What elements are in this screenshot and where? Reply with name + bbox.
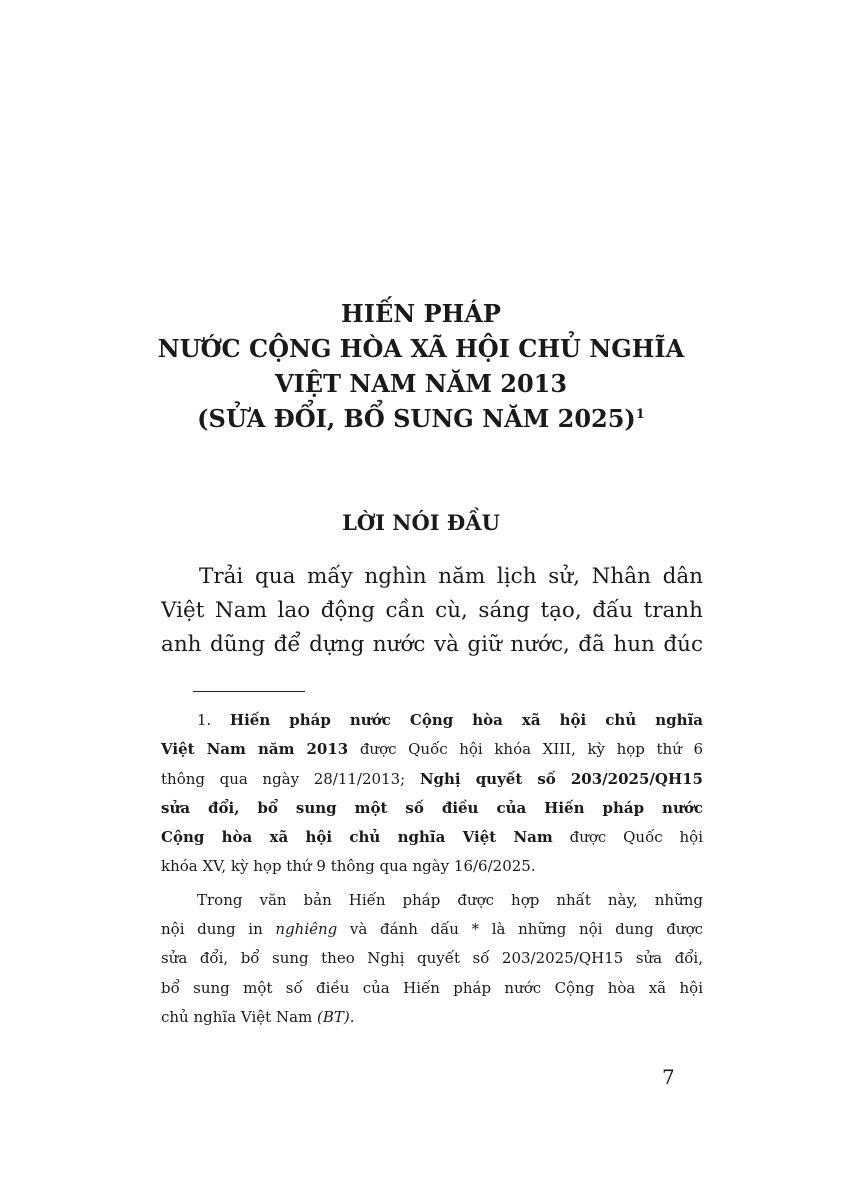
document-title	[0, 296, 842, 436]
body-paragraph	[161, 560, 703, 662]
footnote-bold: sửa đổi, bổ sung một số điều của Hiến pháp nước	[161, 798, 703, 817]
footnote-divider	[193, 691, 305, 692]
footnote-line	[161, 1003, 703, 1032]
footnote-text: thông qua ngày 28/11/2013;	[161, 769, 420, 788]
footnote-bold: Hiến pháp nước Cộng hòa xã hội chủ nghĩa	[229, 711, 703, 729]
footnote-text: chủ nghĩa Việt Nam	[161, 1007, 318, 1026]
footnote-text: được Quốc hội khóa XIII, kỳ họp thứ 6	[348, 740, 703, 759]
page-number: 7	[662, 1065, 675, 1089]
footnote-bold: Cộng hòa xã hội chủ nghĩa Việt Nam	[161, 828, 553, 847]
footnote-line: Trong văn bản Hiến pháp được hợp nhất này, những	[197, 890, 703, 909]
footnote	[161, 706, 703, 1032]
footnote-bold: Việt Nam năm 2013	[161, 740, 349, 759]
footnote-line: sửa đổi, bổ sung theo Nghị quyết số 203/2025/QH15 sửa đổi,	[161, 949, 703, 968]
section-heading: LỜI NÓI ĐẦU	[342, 510, 500, 535]
footnote-bold: Nghị quyết số 203/2025/QH15	[419, 769, 703, 788]
title-line-1: HIẾN PHÁP	[341, 299, 501, 328]
footnote-line	[161, 823, 703, 852]
footnote-reference[interactable]: 1	[635, 407, 645, 422]
footnote-italic: nghiêng	[275, 920, 338, 939]
body-line: Việt Nam lao động cần cù, sáng tạo, đấu tranh	[161, 598, 703, 623]
footnote-line	[161, 765, 703, 794]
body-line: Trải qua mấy nghìn năm lịch sử, Nhân dân	[199, 564, 703, 589]
footnote-number: 1.	[197, 711, 212, 729]
footnote-line: khóa XV, kỳ họp thứ 9 thông qua ngày 16/6/2025.	[161, 857, 536, 876]
title-line-4-text: (SỬA ĐỔI, BỔ SUNG NĂM 2025)	[197, 404, 636, 433]
footnote-line	[161, 794, 703, 823]
footnote-text: .	[349, 1007, 355, 1026]
footnote-italic: (BT)	[317, 1007, 350, 1026]
footnote-line	[161, 735, 703, 764]
title-line-3: VIỆT NAM NĂM 2013	[274, 369, 568, 398]
footnote-line	[161, 915, 703, 944]
footnote-line: bổ sung một số điều của Hiến pháp nước Cộng hòa xã hội	[161, 978, 703, 997]
title-line-2: NƯỚC CỘNG HÒA XÃ HỘI CHỦ NGHĨA	[157, 334, 685, 363]
body-line: anh dũng để dựng nước và giữ nước, đã hun đúc	[161, 632, 703, 657]
footnote-text: và đánh dấu * là những nội dung được	[337, 920, 703, 939]
footnote-text: nội dung in	[161, 920, 276, 939]
title-line-4	[0, 401, 842, 436]
footnote-line	[161, 706, 703, 735]
footnote-text: được Quốc hội	[552, 828, 703, 847]
